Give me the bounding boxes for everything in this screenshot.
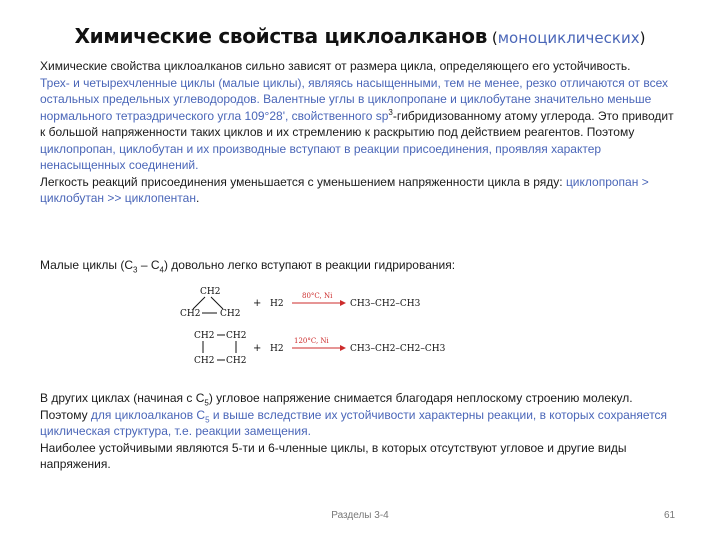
p3-c: для циклоалканов С [90,407,206,422]
substitution-text [40,408,667,439]
r1-right-ch2: CH2 [220,309,241,319]
p3-a: В других циклах (начиная с С [40,391,205,405]
p3-sub1: 5 [204,398,209,408]
r2-arrow-head [340,345,346,351]
paragraph-intro [40,58,680,207]
p3-d: и выше вследствие их устойчивости характерны реакции, в которых сохраняется циклическая структура, т.е. реакции замещения. [40,407,668,438]
p3-b: ) угловое напряжение снимается благодаря неплоскому строению молекул. Поэтому [40,391,633,422]
r1-left-ch2: CH2 [180,309,201,319]
reaction-cyclobutane [194,331,446,366]
title-subtitle: моноциклических [497,29,640,47]
caption-sub1: 3 [133,265,138,275]
r1-product: CH3–CH2–CH3 [350,299,421,309]
intro-line: Химические свойства циклоалканов сильно зависят от размера цикла, определяющего его устойчивость. [40,59,631,73]
r2-bottom-left-ch2: CH2 [194,356,215,366]
r2-top-left-ch2: CH2 [194,331,215,341]
caption-sub2: 4 [159,265,164,275]
p3-sub2: 5 [205,414,210,424]
reactivity-end: . [195,191,200,205]
r1-reagent: H2 [270,299,284,309]
r1-plus: + [253,298,262,309]
small-cycles-text: Трех- и четырехчленные циклы (малые циклы), являясь насыщенными, тем не менее, резко отличаются от всех остальных предельных углеводородов. Валентные углы в циклопропане и циклобутане значительно меньше нормального тетраэдрического угла 109°28', свойственного sp [40,75,669,123]
sp3-superscript: 3 [388,107,393,117]
strain-text [40,75,680,174]
r1-bond-right [211,297,223,309]
caption-c: ) довольно легко вступают в реакции гидрирования: [163,258,456,272]
r2-bottom-right-ch2: CH2 [226,356,247,366]
title-main: Химические свойства циклоалканов [74,24,488,48]
r2-top-right-ch2: CH2 [226,331,247,341]
addition-reactions-text: циклопропан, циклобутан и их производные вступают в реакции присоединения, проявляя характер ненасыщенных соединений. [40,141,602,172]
slide-title [0,24,720,48]
caption-a: Малые циклы (С [40,258,134,272]
r2-reagent: H2 [270,344,284,354]
r1-arrow-head [340,300,346,306]
r2-condition: 120°C, Ni [294,337,329,345]
larger-cycles-text [40,390,680,440]
r1-condition: 80°C, Ni [302,292,333,300]
reactivity-intro: Легкость реакций присоединения уменьшается с уменьшением напряженности цикла в ряду: [40,174,566,189]
stable-cycles-text: Наиболее устойчивыми являются 5-ти и 6-членные циклы, в которых отсутствуют угловое и другие виды напряжения. [40,440,627,471]
reactivity-series [40,174,680,207]
hydrogenation-reactions [180,282,460,372]
paragraph-larger-cycles [40,390,680,473]
title-paren-open: ( [487,29,498,47]
reactivity-order: циклопропан > циклобутан >> циклопентан [40,174,649,205]
caption-b: – С [137,258,160,272]
r2-plus: + [253,343,262,354]
r1-top-ch2: CH2 [200,287,221,297]
footer-section-label: Разделы 3-4 [331,510,389,521]
strain-continuation: -гибридизованному атому углерода. Это приводит к большой напряженности таких циклов и их стремлению к раскрытию под действием реагентов. Поэтому [40,108,674,139]
r2-product: CH3–CH2–CH2–CH3 [350,344,446,354]
hydrogenation-caption [40,257,680,274]
r1-bond-left [193,297,205,309]
title-paren-close: ) [639,29,646,47]
reaction-cyclopropane [180,287,421,319]
page-number: 61 [664,510,676,521]
